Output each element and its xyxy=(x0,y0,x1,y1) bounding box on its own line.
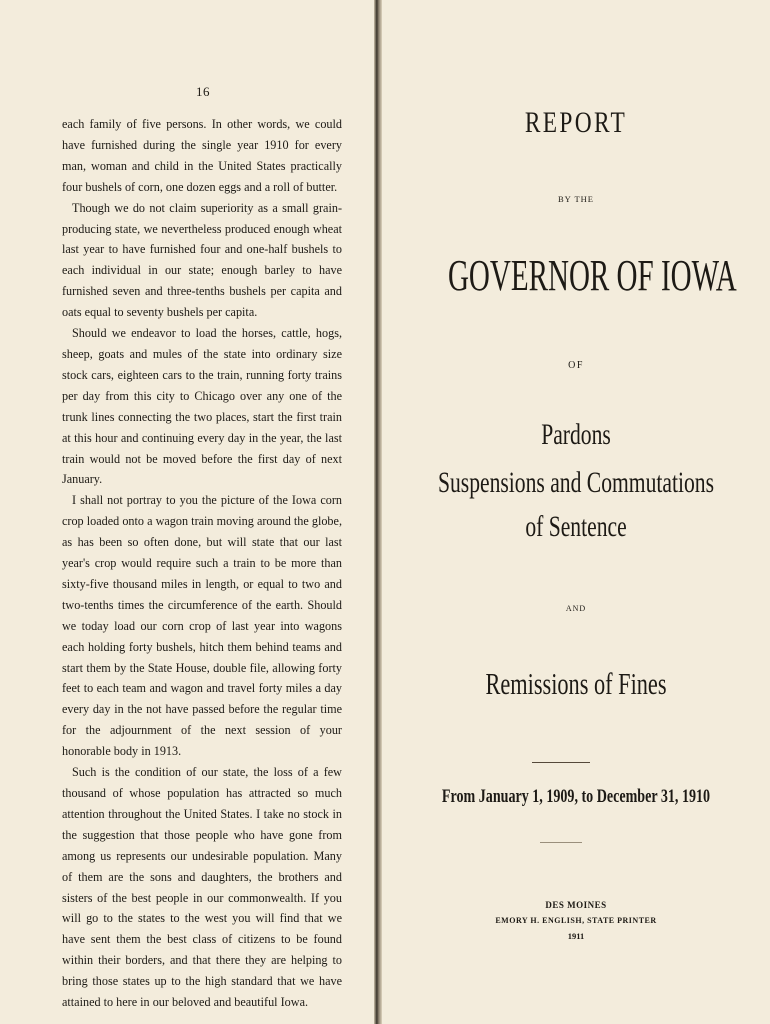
date-range: From January 1, 1909, to December 31, 1910 xyxy=(441,786,711,807)
paragraph: Though we do not claim superiority as a small grain-producing state, we nevertheless produced enough wheat last year to have furnished four and one-half bushels to each individual in our state; enough barley to have furnished seven and three-tenths bushels per capita and oats equal to seventy bushels per capita. xyxy=(62,200,342,320)
of-sentence-heading: of Sentence xyxy=(525,510,627,543)
by-the-label: BY THE xyxy=(558,194,594,204)
page-number: 16 xyxy=(196,84,210,99)
imprint-year: 1911 xyxy=(567,931,585,941)
governor-title: GOVERNOR OF IOWA xyxy=(447,251,737,300)
paragraph: Such is the condition of our state, the loss of a few thousand of whose population has attracted so much attention throughout the United States. I take no stock in the suggestion that those people who have gone from among us represents our undesirable population. Many of them are the sons and daughters, the brothers and sisters of the best people in our commonwealth. If you will go to the states to the west you will find that we have sent them the best class of citizens to be found within their borders, and that there they are helping to bring those states up to the high standard that we have attained to here in our beloved and beautiful Iowa. xyxy=(62,765,342,1010)
suspensions-heading: Suspensions and Commutations xyxy=(437,466,715,499)
imprint-city: DES MOINES xyxy=(545,900,607,910)
paragraph: Should we endeavor to load the horses, cattle, hogs, sheep, goats and mules of the state into ordinary size stock cars, eighteen cars to the train, running forty trains per day from this city to Chicago over any one of the trunk lines connecting the two places, start the first train at this hour and continuing every day in the year, the last train would not be moved before the first day of next January. xyxy=(62,326,342,487)
report-title: REPORT xyxy=(524,106,628,139)
divider-rule xyxy=(532,762,590,763)
paragraph: each family of five persons. In other words, we could have furnished during the single year 1910 for every man, woman and child in the United States practically four bushels of corn, one dozen eggs and a roll of butter. xyxy=(62,117,342,194)
pardons-heading: Pardons xyxy=(541,418,611,451)
book-gutter xyxy=(374,0,382,1024)
remissions-heading: Remissions of Fines xyxy=(485,666,667,701)
imprint-printer: EMORY H. ENGLISH, STATE PRINTER xyxy=(495,916,657,925)
divider-rule xyxy=(540,842,582,843)
of-label: OF xyxy=(568,360,584,371)
paragraph: I shall not portray to you the picture of the Iowa corn crop loaded onto a wagon train moving around the globe, as has been so often done, but will state that our last year's crop would require such a train to be more than sixty-five thousand miles in length, or equal to two and two-tenths times the circumference of the earth. Should we today load our corn crop of last year into wagons each holding forty bushels, hitch them behind teams and start them by the State House, double file, allowing forty feet to each team and wagon and travel forty miles a day every day in the not have passed before the regular time for the adjournment of the next session of your honorable body in 1913. xyxy=(62,493,342,759)
and-label: AND xyxy=(565,604,587,613)
body-text xyxy=(62,114,342,1013)
